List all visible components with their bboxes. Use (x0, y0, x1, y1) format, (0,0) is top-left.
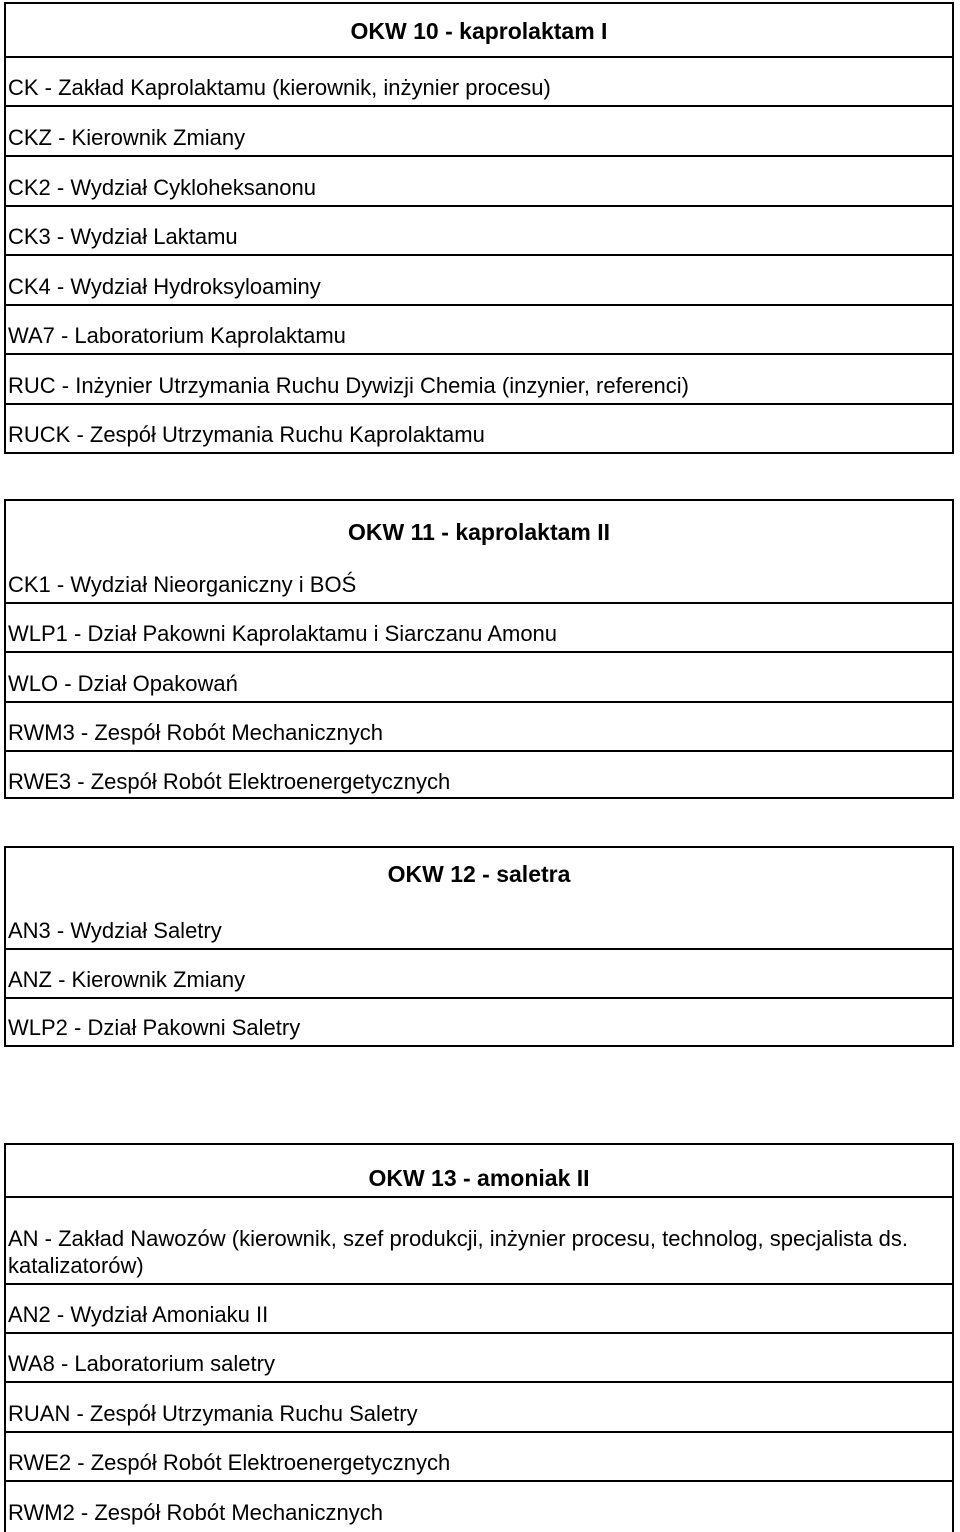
list-item: RUCK - Zespół Utrzymania Ruchu Kaprolaktamu (6, 403, 952, 452)
list-item: RWE2 - Zespół Robót Elektroenergetycznych (6, 1431, 952, 1480)
section-okw10 (4, 2, 954, 454)
section-okw11 (4, 499, 954, 799)
list-item: WA8 - Laboratorium saletry (6, 1332, 952, 1381)
list-item: RUAN - Zespół Utrzymania Ruchu Saletry (6, 1381, 952, 1431)
list-item: RWM3 - Zespół Robót Mechanicznych (6, 701, 952, 750)
section-okw13 (4, 1143, 954, 1532)
list-item: CKZ - Kierownik Zmiany (6, 105, 952, 155)
list-item: CK - Zakład Kaprolaktamu (kierownik, inżynier procesu) (6, 56, 952, 105)
list-item: WA7 - Laboratorium Kaprolaktamu (6, 304, 952, 353)
list-item: RUC - Inżynier Utrzymania Ruchu Dywizji Chemia (inzynier, referenci) (6, 353, 952, 403)
section-title: OKW 12 - saletra (387, 861, 571, 887)
list-item: RWE3 - Zespół Robót Elektroenergetycznych (6, 750, 952, 799)
section-title-row (6, 4, 952, 56)
section-title-row (6, 848, 952, 948)
section-title: OKW 13 - amoniak II (368, 1165, 590, 1191)
list-item: AN - Zakład Nawozów (kierownik, szef produkcji, inżynier procesu, technolog, specjalista ds. katalizatorów) (6, 1196, 952, 1283)
list-item: CK2 - Wydział Cykloheksanonu (6, 155, 952, 205)
section-title-row (6, 1145, 952, 1196)
list-item: WLP1 - Dział Pakowni Kaprolaktamu i Siarczanu Amonu (6, 602, 952, 651)
list-item: RWM2 - Zespół Robót Mechanicznych (6, 1480, 952, 1530)
list-item: AN2 - Wydział Amoniaku II (6, 1283, 952, 1332)
section-title: OKW 10 - kaprolaktam I (350, 18, 608, 44)
list-item: CK4 - Wydział Hydroksyloaminy (6, 254, 952, 304)
list-item: AN3 - Wydział Saletry (8, 918, 222, 943)
section-title-row (6, 501, 952, 602)
list-item: WLO - Dział Opakowań (6, 651, 952, 701)
list-item: WLP2 - Dział Pakowni Saletry (6, 997, 952, 1045)
section-title: OKW 11 - kaprolaktam II (347, 519, 611, 545)
list-item: ANZ - Kierownik Zmiany (6, 948, 952, 997)
section-okw12 (4, 846, 954, 1047)
list-item: CK1 - Wydział Nieorganiczny i BOŚ (8, 572, 357, 597)
list-item: CK3 - Wydział Laktamu (6, 205, 952, 254)
